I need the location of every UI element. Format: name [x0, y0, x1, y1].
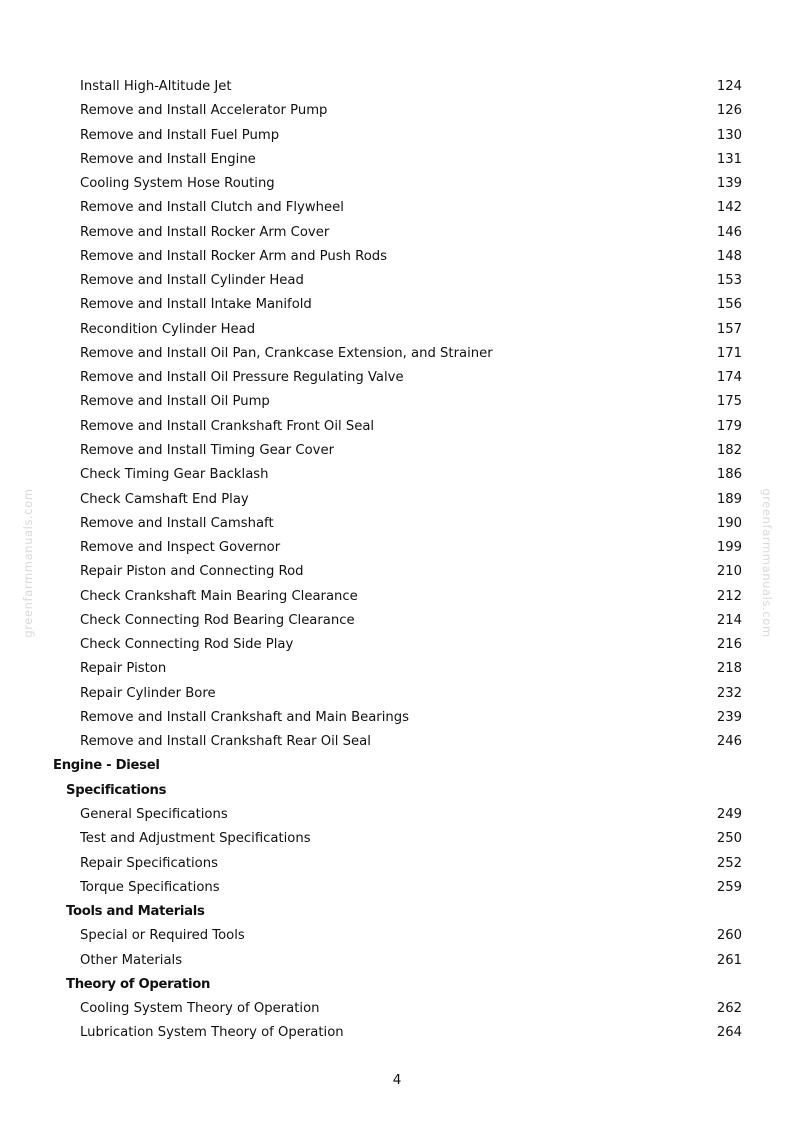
- toc-entry-title: Remove and Install Camshaft: [80, 515, 274, 531]
- toc-entry[interactable]: [0, 657, 794, 681]
- toc-entry-page: 246: [716, 734, 742, 750]
- toc-entry-page: 210: [716, 564, 742, 580]
- toc-entry-title: Remove and Install Oil Pan, Crankcase Extension, and Strainer: [80, 345, 493, 361]
- toc-entry-title: Test and Adjustment Specifications: [80, 831, 311, 847]
- toc-entry-page: 261: [716, 952, 742, 968]
- toc-entry[interactable]: [0, 876, 794, 900]
- toc-entry[interactable]: [0, 488, 794, 512]
- toc-entry[interactable]: [0, 293, 794, 317]
- toc-entry[interactable]: [0, 318, 794, 342]
- toc-entry-title: Remove and Install Cylinder Head: [80, 273, 304, 289]
- toc-entry[interactable]: [0, 148, 794, 172]
- toc-entry-title: Cooling System Hose Routing: [80, 176, 275, 192]
- toc-entry-title: Remove and Install Rocker Arm Cover: [80, 224, 330, 240]
- toc-entry-title: Tools and Materials: [66, 904, 205, 920]
- toc-entry[interactable]: [0, 172, 794, 196]
- toc-entry-title: Special or Required Tools: [80, 928, 245, 944]
- toc-entry-page: 190: [716, 515, 742, 531]
- toc-entry-page: 130: [716, 127, 742, 143]
- toc-entry[interactable]: [0, 221, 794, 245]
- toc-entry-title: Remove and Install Accelerator Pump: [80, 103, 328, 119]
- toc-entry[interactable]: [0, 924, 794, 948]
- toc-entry[interactable]: [0, 245, 794, 269]
- toc-entry-title: Check Camshaft End Play: [80, 491, 249, 507]
- toc-entry[interactable]: [0, 512, 794, 536]
- toc-entry-title: Remove and Inspect Governor: [80, 540, 281, 556]
- toc-entry-page: 260: [716, 928, 742, 944]
- toc-entry-title: Remove and Install Timing Gear Cover: [80, 442, 334, 458]
- toc-entry-page: 182: [716, 442, 742, 458]
- toc-entry-page: 232: [716, 685, 742, 701]
- toc-entry-title: Lubrication System Theory of Operation: [80, 1025, 344, 1041]
- page-number: 4: [392, 1072, 402, 1088]
- toc-entry-title: Remove and Install Engine: [80, 151, 256, 167]
- toc-entry-page: 186: [716, 467, 742, 483]
- toc-entry[interactable]: [0, 827, 794, 851]
- watermark-right: greenfarmmanuals.com: [760, 488, 774, 638]
- toc-section-heading[interactable]: [0, 779, 794, 803]
- toc-entry-title: Repair Piston and Connecting Rod: [80, 564, 304, 580]
- toc-entry-title: Cooling System Theory of Operation: [80, 1001, 320, 1017]
- toc-entry-page: 131: [716, 151, 742, 167]
- toc-entry-page: 171: [716, 345, 742, 361]
- toc-entry-page: 153: [716, 273, 742, 289]
- toc-entry-title: Torque Specifications: [80, 879, 220, 895]
- toc-entry-title: Theory of Operation: [66, 976, 211, 992]
- toc-entry[interactable]: [0, 706, 794, 730]
- toc-entry[interactable]: [0, 124, 794, 148]
- toc-entry-title: Remove and Install Fuel Pump: [80, 127, 280, 143]
- toc-entry-page: 175: [716, 394, 742, 410]
- toc-entry-page: 189: [716, 491, 742, 507]
- toc-entry[interactable]: [0, 415, 794, 439]
- toc-entry[interactable]: [0, 585, 794, 609]
- toc-entry-page: 262: [716, 1001, 742, 1017]
- toc-entry[interactable]: [0, 75, 794, 99]
- toc-section-heading[interactable]: [0, 973, 794, 997]
- toc-entry-title: Remove and Install Intake Manifold: [80, 297, 312, 313]
- toc-entry-page: 212: [716, 588, 742, 604]
- toc-entry-title: Engine - Diesel: [53, 758, 160, 774]
- toc-entry-page: 126: [716, 103, 742, 119]
- toc-entry[interactable]: [0, 852, 794, 876]
- toc-entry-page: 216: [716, 637, 742, 653]
- toc-section-heading[interactable]: [0, 900, 794, 924]
- toc-entry[interactable]: [0, 609, 794, 633]
- toc-entry-title: Remove and Install Crankshaft Front Oil Seal: [80, 418, 375, 434]
- toc-entry-page: 157: [716, 321, 742, 337]
- toc-entry-page: 199: [716, 540, 742, 556]
- toc-entry[interactable]: [0, 342, 794, 366]
- toc-entry-title: Remove and Install Rocker Arm and Push Rods: [80, 248, 388, 264]
- toc-entry-page: 264: [716, 1025, 742, 1041]
- toc-entry-title: Repair Specifications: [80, 855, 218, 871]
- toc-entry[interactable]: [0, 99, 794, 123]
- toc-entry-title: Install High-Altitude Jet: [80, 79, 232, 94]
- toc-entry-page: 249: [716, 806, 742, 822]
- toc-entry-page: 124: [716, 79, 742, 94]
- toc-entry[interactable]: [0, 536, 794, 560]
- toc-entry-page: 250: [716, 831, 742, 847]
- toc-entry-page: 146: [716, 224, 742, 240]
- toc-entry[interactable]: [0, 633, 794, 657]
- toc-entry-title: Other Materials: [80, 952, 183, 968]
- toc-entry[interactable]: [0, 366, 794, 390]
- toc-entry-page: 142: [716, 200, 742, 216]
- toc-entry-page: 239: [716, 709, 742, 725]
- toc-entry-page: 259: [716, 879, 742, 895]
- toc-entry[interactable]: [0, 463, 794, 487]
- toc-entry[interactable]: [0, 196, 794, 220]
- toc-entry-title: Remove and Install Crankshaft Rear Oil Seal: [80, 734, 371, 750]
- toc-entry[interactable]: [0, 269, 794, 293]
- toc-entry-title: General Specifications: [80, 806, 228, 822]
- toc-entry-page: 179: [716, 418, 742, 434]
- toc-entry-page: 252: [716, 855, 742, 871]
- toc-entry[interactable]: [0, 803, 794, 827]
- toc-entry[interactable]: [0, 949, 794, 973]
- toc-entry-title: Remove and Install Oil Pump: [80, 394, 270, 410]
- toc-entry[interactable]: [0, 439, 794, 463]
- table-of-contents: [0, 75, 794, 1046]
- toc-entry-page: 214: [716, 612, 742, 628]
- toc-entry-page: 156: [716, 297, 742, 313]
- watermark-left: greenfarmmanuals.com: [21, 488, 35, 638]
- toc-entry[interactable]: [0, 997, 794, 1021]
- toc-entry-title: Check Connecting Rod Bearing Clearance: [80, 612, 355, 628]
- toc-entry-title: Check Timing Gear Backlash: [80, 467, 269, 483]
- toc-entry-title: Check Connecting Rod Side Play: [80, 637, 294, 653]
- toc-entry-title: Recondition Cylinder Head: [80, 321, 256, 337]
- toc-entry-page: 139: [716, 176, 742, 192]
- toc-entry-title: Repair Cylinder Bore: [80, 685, 216, 701]
- toc-entry-page: 174: [716, 370, 742, 386]
- toc-entry[interactable]: [0, 682, 794, 706]
- toc-entry[interactable]: [0, 1021, 794, 1045]
- toc-entry-title: Repair Piston: [80, 661, 167, 677]
- toc-entry-page: 148: [716, 248, 742, 264]
- toc-entry-title: Specifications: [66, 782, 167, 798]
- toc-entry[interactable]: [0, 560, 794, 584]
- toc-entry-title: Remove and Install Crankshaft and Main Bearings: [80, 709, 409, 725]
- toc-entry[interactable]: [0, 730, 794, 754]
- toc-entry-page: 218: [716, 661, 742, 677]
- toc-entry[interactable]: [0, 390, 794, 414]
- toc-entry-title: Remove and Install Clutch and Flywheel: [80, 200, 344, 216]
- toc-entry-title: Remove and Install Oil Pressure Regulating Valve: [80, 370, 404, 386]
- toc-entry-title: Check Crankshaft Main Bearing Clearance: [80, 588, 358, 604]
- toc-section-heading[interactable]: [0, 754, 794, 778]
